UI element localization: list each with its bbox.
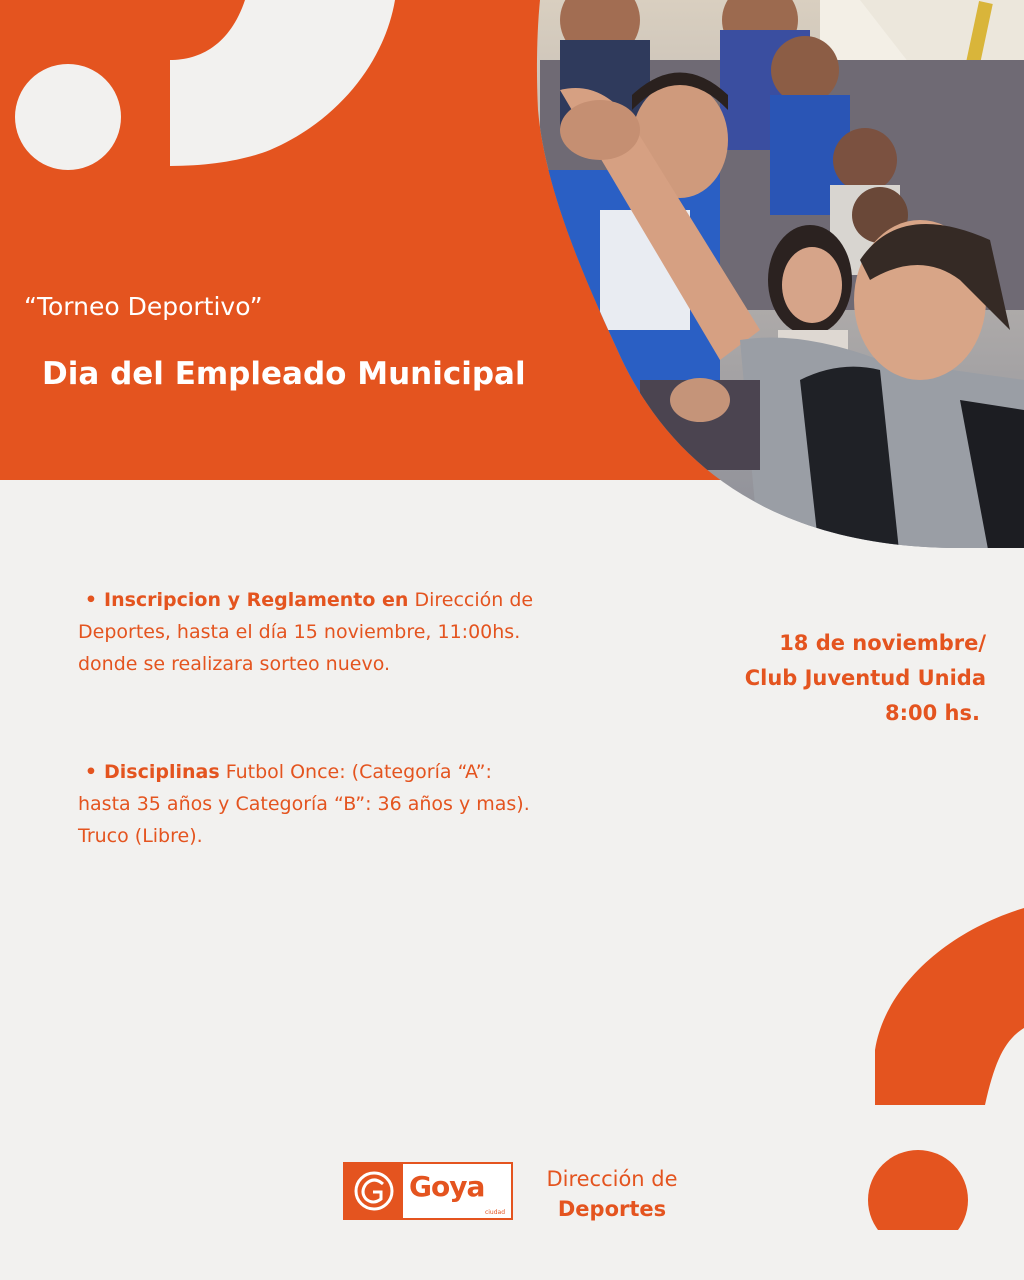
event-info — [78, 584, 623, 852]
event-date: 18 de noviembre/ — [779, 631, 986, 655]
registration-text-2: Deportes, hasta el día 15 noviembre, 11:00hs. — [78, 621, 521, 643]
registration-text-1: Dirección de — [408, 589, 534, 611]
registration-heading: Inscripcion y Reglamento en — [104, 589, 409, 611]
goya-logo-icon — [345, 1164, 403, 1218]
department-name — [519, 1164, 705, 1224]
event-time: 8:00 hs. — [885, 701, 980, 725]
footer — [343, 1162, 703, 1226]
bullet-icon: • — [84, 761, 98, 783]
disciplines-text-1: Futbol Once: (Categoría “A”: — [219, 761, 492, 783]
decorative-question-mark-bottom — [860, 900, 1024, 1230]
logo-subtext: ciudad — [484, 1209, 505, 1216]
info-item-registration — [78, 584, 623, 680]
disciplines-heading: Disciplinas — [104, 761, 220, 783]
event-title: Dia del Empleado Municipal — [42, 356, 526, 392]
info-item-disciplines — [78, 756, 623, 852]
registration-text-3: donde se realizara sorteo nuevo. — [78, 653, 391, 675]
event-venue: Club Juventud Unida — [744, 666, 986, 690]
disciplines-text-2: hasta 35 años y Categoría “B”: 36 años y mas). — [78, 793, 530, 815]
goya-logo — [343, 1162, 513, 1220]
event-subtitle: “Torneo Deportivo” — [24, 292, 263, 321]
decorative-question-mark-top — [0, 0, 560, 220]
bullet-icon: • — [84, 589, 98, 611]
logo-wordmark: Goya — [409, 1170, 485, 1203]
disciplines-text-3: Truco (Libre). — [78, 825, 203, 847]
department-line-2: Deportes — [557, 1197, 667, 1221]
event-details — [646, 626, 986, 731]
department-line-1: Dirección de — [546, 1167, 678, 1191]
